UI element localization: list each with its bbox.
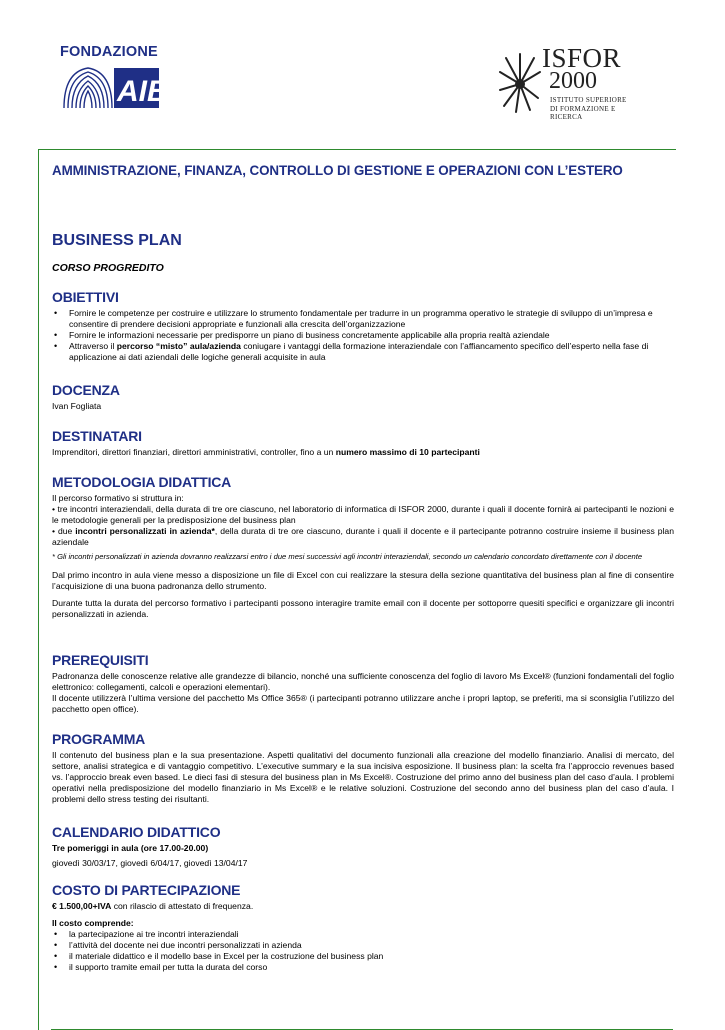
section-title: PROGRAMMA (52, 731, 146, 747)
includes-title: Il costo comprende: (52, 918, 134, 928)
list-item: • l’attività del docente nei due incontri personalizzati in azienda (52, 940, 674, 951)
section-obiettivi (52, 289, 674, 363)
list-item: • il materiale didattico e il modello base in Excel per la costruzione del business plan (52, 951, 674, 962)
section-costo (52, 882, 674, 973)
list-item: • Fornire le informazioni necessarie per predisporre un piano di business concretamente applicabile alla propria realtà aziendale (52, 330, 674, 341)
objectives-list (52, 308, 674, 363)
method-note: * Gli incontri personalizzati in azienda dovranno realizzarsi entro i due mesi successivi agli incontri interaziendali, secondo un calendario concordato direttamente con il docente (52, 552, 643, 561)
list-item: • la partecipazione ai tre incontri interaziendali (52, 929, 674, 940)
fondazione-logo-text: FONDAZIONE (60, 44, 158, 60)
header (0, 0, 725, 130)
calendar-subtitle: Tre pomeriggi in aula (ore 17.00-20.00) (52, 843, 209, 853)
section-programma (52, 731, 674, 805)
isfor-title: ISFOR (542, 43, 622, 73)
section-docenza (52, 382, 674, 412)
program-text: Il contenuto del business plan e la sua presentazione. Aspetti qualitativi del documento funzionali alla creazione del modello finanziario. Analisi di mercato, del settore, analisi strategica e di vantaggio competitivo. L’executive summary e la sua incisiva esposizione. Il business plan: la scelta fra l’approccio revenues based vs. l’approccio break even based. Le dieci fasi di stesura del business plan in Ms Excel®. Costruzione del primo anno del business plan del caso d’aula. I problemi operativi nella predisposizione del modello finanziario in Ms Excel® e le relative soluzioni. Costruzione del secondo anno del business plan del caso d’aula. I problemi dello stress testing dei risultanti. (52, 750, 674, 804)
list-item: • il supporto tramite email per tutta la durata del corso (52, 962, 674, 973)
prereq-text: Padronanza delle conoscenze relative alle grandezze di bilancio, nonché una sufficiente conoscenza del foglio di lavoro Ms Excel® (funzioni fondamentali del foglio elettronico: collegamenti, calcoli e operazioni elementari). (52, 671, 674, 692)
teacher-name: Ivan Fogliata (52, 401, 102, 411)
course-level: CORSO PROGREDITO (52, 262, 164, 274)
category-title: AMMINISTRAZIONE, FINANZA, CONTROLLO DI GESTIONE E OPERAZIONI CON L’ESTERO (52, 163, 623, 178)
method-para-1: Dal primo incontro in aula viene messo a disposizione un file di Excel con cui realizzare la stesura della sezione quantitativa del business plan al fine di consentire l’acquisizione di una buona padronanza dello strumento. (52, 570, 674, 591)
audience-text: Imprenditori, direttori finanziari, direttori amministrativi, controller, fino a un numero massimo di 10 partecipanti (52, 447, 480, 457)
isfor-year: 2000 (549, 68, 597, 94)
section-title: COSTO DI PARTECIPAZIONE (52, 882, 241, 898)
section-destinatari (52, 428, 674, 458)
section-calendario (52, 824, 674, 869)
method-line-1: • tre incontri interaziendali, della durata di tre ore ciascuno, nel laboratorio di informatica di ISFOR 2000, durante i quali il docente fornirà ai partecipanti le nozioni e le metodologie generali per la predisposizione del business plan (52, 504, 674, 525)
calendar-dates: giovedì 30/03/17, giovedì 6/04/17, giovedì 13/04/17 (52, 858, 248, 868)
method-intro: Il percorso formativo si struttura in: (52, 493, 184, 503)
list-item: • Attraverso il percorso “misto” aula/azienda coniugare i vantaggi della formazione interaziendale con l’affiancamento specifico dell’esperto nella fase di applicazione ai dati aziendali delle logiche generali acquisite in aula (52, 341, 674, 363)
isfor-sunburst-icon (498, 50, 542, 114)
section-metodologia (52, 474, 674, 620)
section-title: DOCENZA (52, 382, 120, 398)
method-para-2: Durante tutta la durata del percorso formativo i partecipanti possono interagire tramite email con il docente per sottoporre quesiti specifici e organizzare gli incontri personalizzati in azienda. (52, 598, 674, 619)
section-prerequisiti (52, 652, 674, 715)
isfor-logo (498, 44, 648, 119)
aib-mark: AIB (117, 75, 169, 108)
section-title: DESTINATARI (52, 428, 142, 444)
section-title: OBIETTIVI (52, 289, 119, 305)
section-title: METODOLOGIA DIDATTICA (52, 474, 232, 490)
shell-aib-icon (62, 64, 169, 110)
isfor-subtitle-2: DI FORMAZIONE E RICERCA (550, 105, 616, 121)
method-line-2: • due incontri personalizzati in azienda*, della durata di tre ore ciascuno, durante i quali il docente e il partecipante potranno costruire insieme il business plan aziendale (52, 526, 674, 547)
section-title: PREREQUISITI (52, 652, 149, 668)
isfor-subtitle-1: ISTITUTO SUPERIORE (550, 96, 627, 104)
fondazione-aib-logo (58, 44, 169, 114)
includes-list (52, 929, 674, 973)
list-item: • Fornire le competenze per costruire e utilizzare lo strumento fondamentale per tradurre in un programma operativo le strategie di sviluppo di un’impresa e consentire di prendere decisioni appropriate e funzionali alla crescita dell’organizzazione (52, 308, 674, 330)
prereq-text-2: Il docente utilizzerà l’ultima versione del pacchetto Ms Office 365® (i partecipanti potranno utilizzare anche i propri laptop, se preferiti, ma si sconsiglia l’utilizzo del pacchetto open office). (52, 693, 674, 714)
price-text: € 1.500,00+IVA con rilascio di attestato di frequenza. (52, 901, 254, 911)
section-title: CALENDARIO DIDATTICO (52, 824, 221, 840)
course-title: BUSINESS PLAN (52, 232, 182, 249)
